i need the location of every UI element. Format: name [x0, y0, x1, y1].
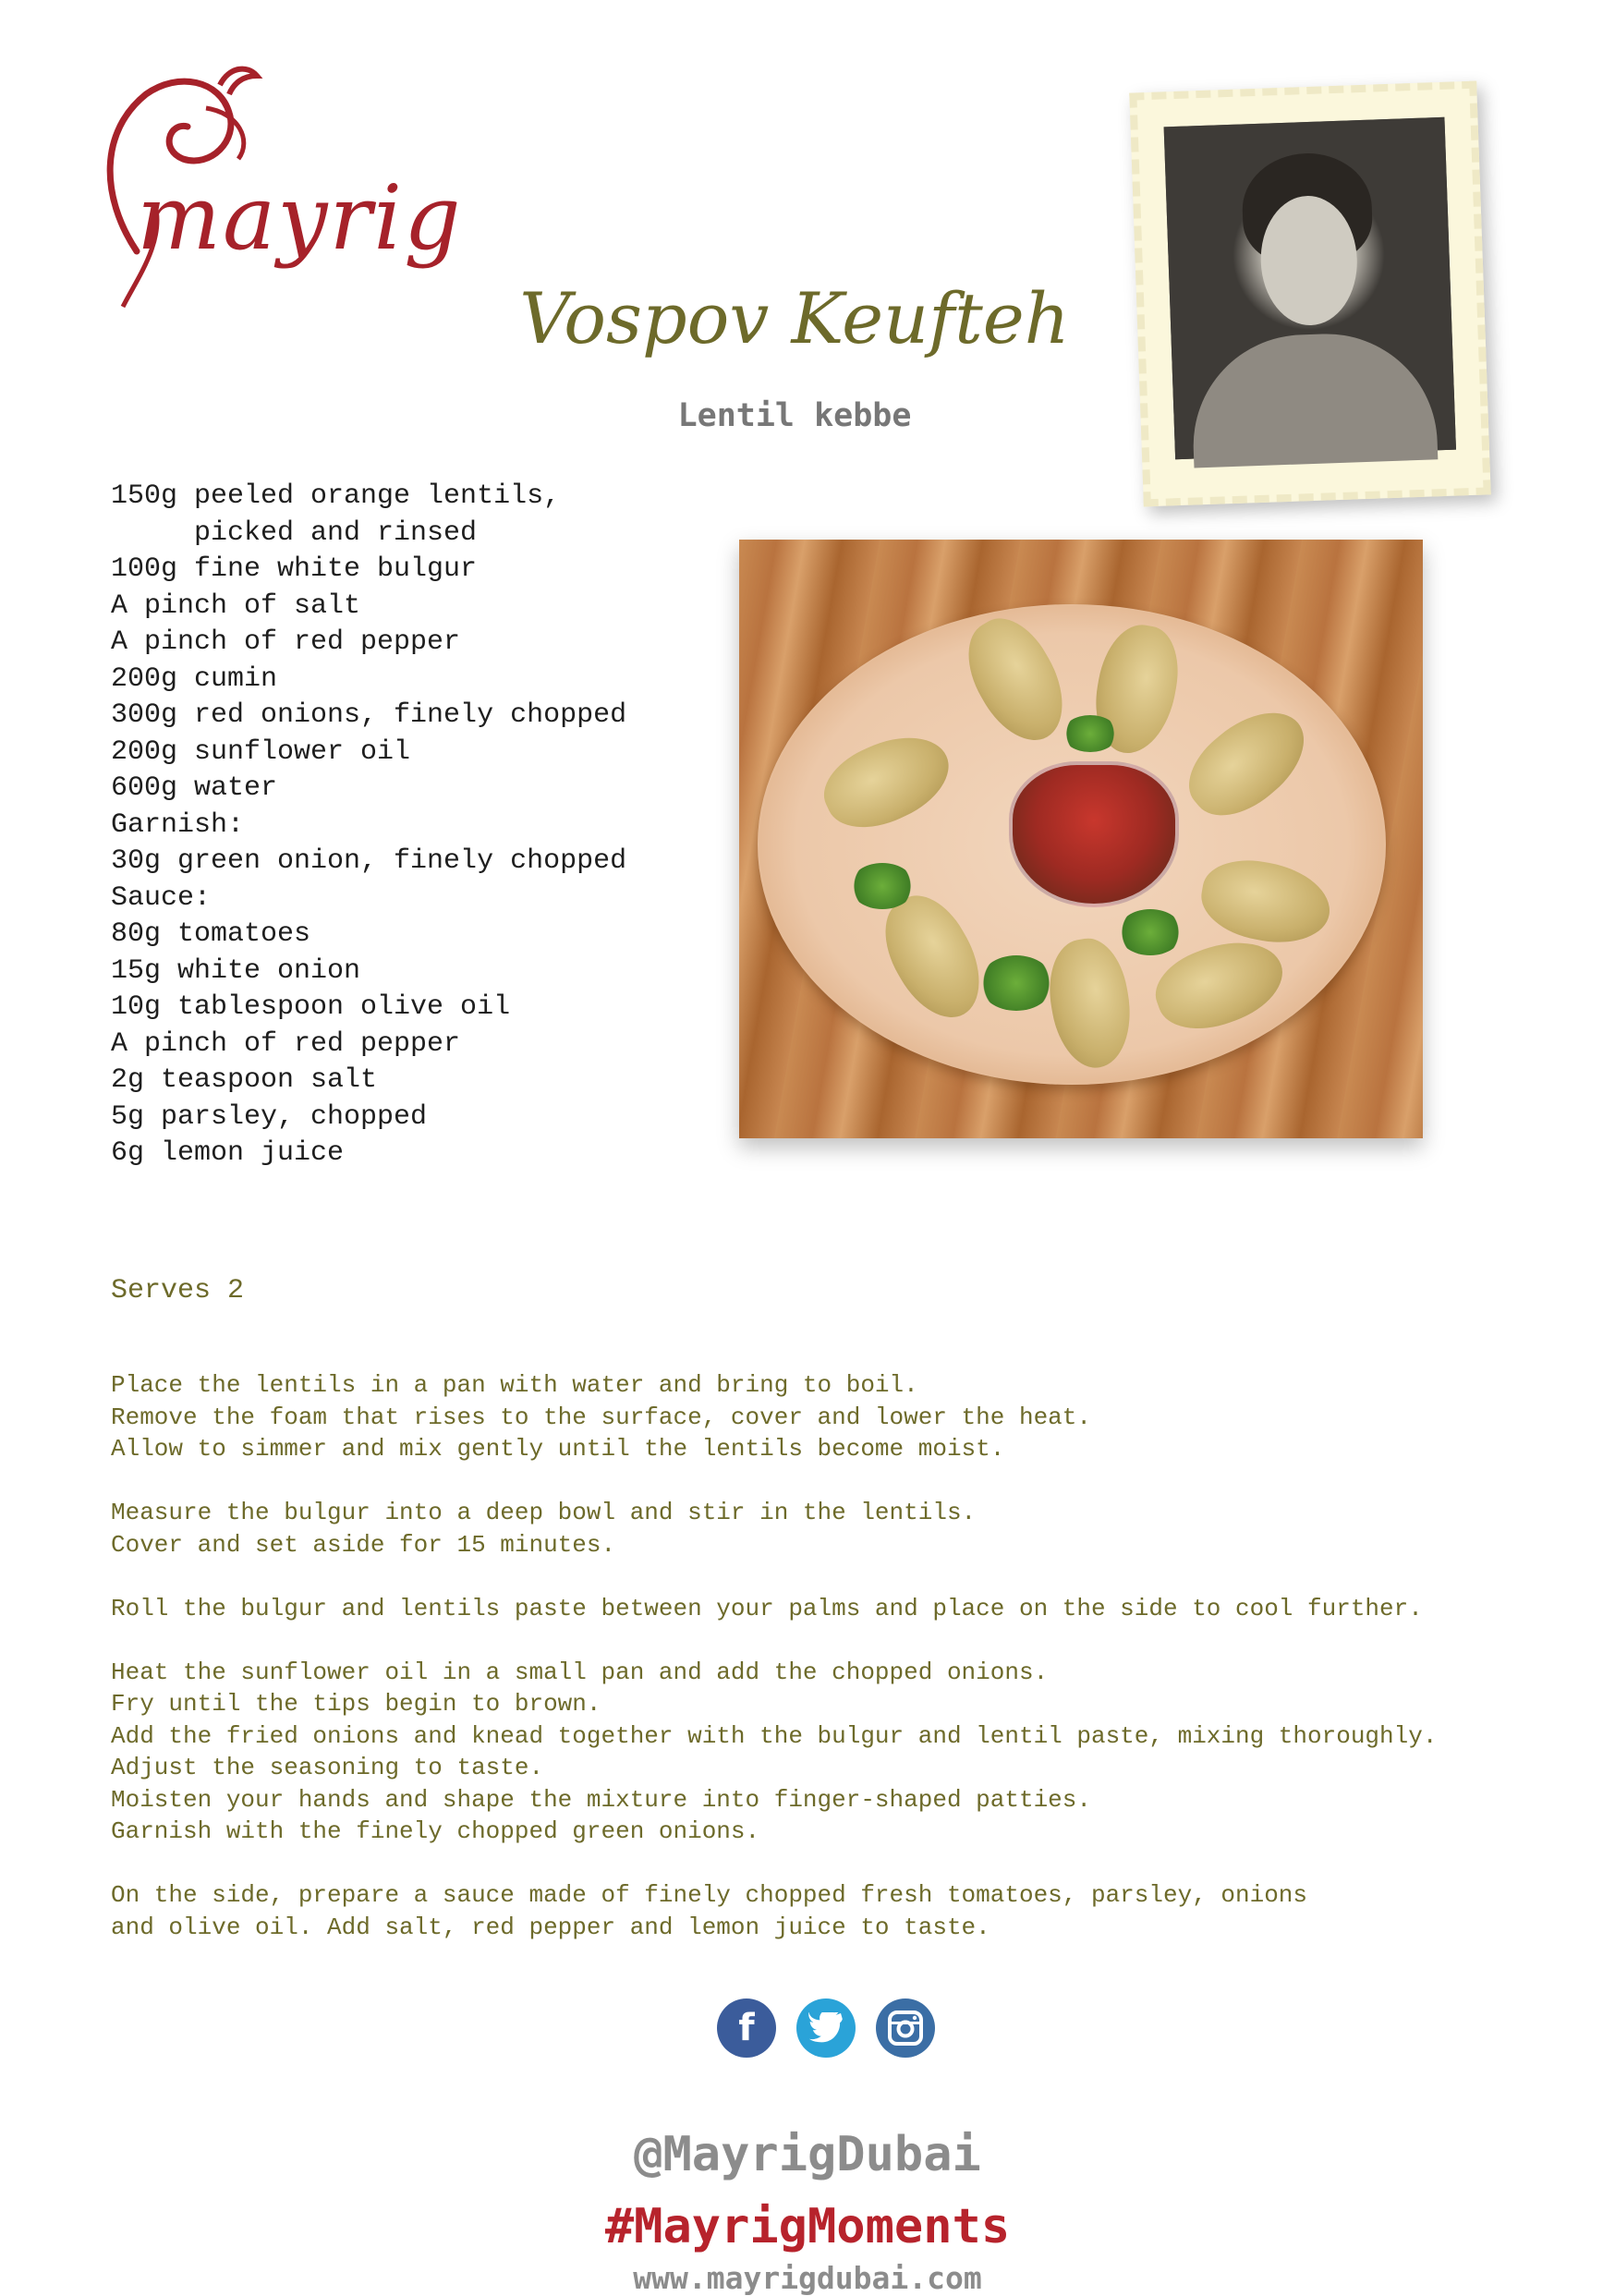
ingredient-item: 150g peeled orange lentils, [111, 480, 561, 512]
ingredient-item: 200g sunflower oil [111, 735, 411, 768]
ingredient-item: 2g teaspoon salt [111, 1064, 378, 1096]
dish-photo-frame [739, 540, 1423, 1138]
method-line: Cover and set aside for 15 minutes. [111, 1530, 616, 1559]
ingredient-item: 600g water [111, 772, 278, 804]
ingredient-item: 300g red onions, finely chopped [111, 699, 627, 731]
recipe-subtitle: Lentil kebbe [677, 397, 912, 434]
method-paragraph [111, 1593, 1534, 1625]
method-line: Garnish with the finely chopped green onions. [111, 1817, 760, 1845]
method-line: Heat the sunflower oil in a small pan and add the chopped onions. [111, 1658, 1049, 1686]
facebook-icon[interactable]: f [717, 1998, 776, 2058]
ingredient-item: 5g parsley, chopped [111, 1100, 428, 1133]
method-line: Moisten your hands and shape the mixture into finger-shaped patties. [111, 1785, 1091, 1814]
dish-photo [739, 540, 1423, 1138]
method-paragraph [111, 1369, 1534, 1465]
method-line: On the side, prepare a sauce made of finely chopped fresh tomatoes, parsley, onions [111, 1881, 1308, 1909]
method-line: Remove the foam that rises to the surface, cover and lower the heat. [111, 1403, 1091, 1431]
method-line: Roll the bulgur and lentils paste between your palms and place on the side to cool further. [111, 1594, 1423, 1622]
ingredient-item: 30g green onion, finely chopped [111, 845, 627, 877]
method-line: and olive oil. Add salt, red pepper and lemon juice to taste. [111, 1913, 990, 1941]
sauce-heading: Sauce: [111, 881, 212, 914]
ingredient-list [111, 479, 721, 1172]
ingredient-item: A pinch of red pepper [111, 626, 461, 658]
serves-text: Serves 2 [111, 1275, 245, 1306]
ingredient-item: A pinch of salt [111, 589, 361, 622]
method-paragraph [111, 1879, 1534, 1943]
website-link[interactable]: www.mayrigdubai.com [633, 2260, 982, 2296]
portrait-photo [1164, 117, 1456, 459]
ingredient-item: 200g cumin [111, 662, 278, 695]
garnish-heading: Garnish: [111, 808, 245, 841]
method-line: Add the fried onions and knead together with the bulgur and lentil paste, mixing thoroughly. [111, 1721, 1438, 1750]
salsa-bowl [1009, 761, 1179, 907]
method-text [111, 1369, 1534, 1975]
method-line: Measure the bulgur into a deep bowl and stir in the lentils. [111, 1499, 977, 1526]
plate [758, 604, 1386, 1085]
social-links [717, 1998, 939, 2059]
ingredient-item: A pinch of red pepper [111, 1027, 461, 1060]
vintage-portrait [1129, 81, 1490, 507]
ingredient-item: 100g fine white bulgur [111, 553, 478, 585]
method-line: Adjust the seasoning to taste. [111, 1754, 544, 1781]
ingredient-item: 15g white onion [111, 954, 361, 987]
instagram-icon[interactable] [876, 1998, 935, 2058]
ingredient-item: 6g lemon juice [111, 1137, 345, 1169]
ingredient-item: 10g tablespoon olive oil [111, 991, 511, 1023]
recipe-title: Vospov Keufteh [519, 277, 1070, 359]
ingredient-item: 80g tomatoes [111, 918, 311, 950]
ingredient-item: picked and rinsed [111, 516, 478, 549]
method-paragraph [111, 1657, 1534, 1848]
social-handle[interactable]: @MayrigDubai [634, 2127, 981, 2182]
mayrig-logo [81, 57, 469, 316]
method-paragraph [111, 1497, 1534, 1561]
method-line: Fry until the tips begin to brown. [111, 1690, 601, 1718]
twitter-icon[interactable] [796, 1998, 856, 2058]
social-hashtag[interactable]: #MayrigMoments [604, 2199, 1011, 2254]
method-line: Allow to simmer and mix gently until the lentils become moist. [111, 1435, 1005, 1463]
method-line: Place the lentils in a pan with water and bring to boil. [111, 1371, 918, 1399]
logo-wordmark: mayrig [137, 166, 463, 270]
